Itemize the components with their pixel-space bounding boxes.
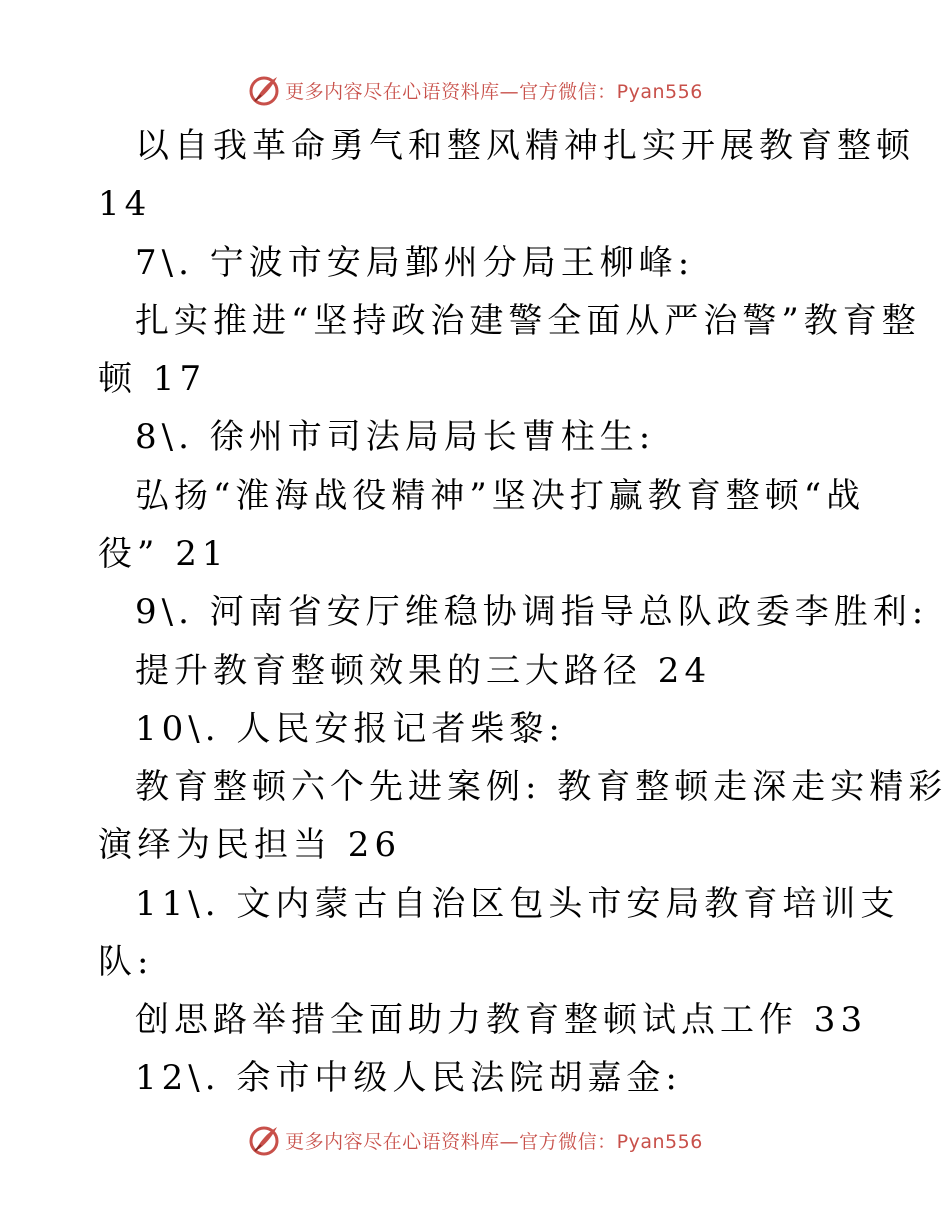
footer-banner-text: 更多内容尽在心语资料库—官方微信：Pyan556 [285, 1130, 703, 1153]
toc-page-number: 14 [98, 184, 152, 224]
toc-line: 7\. 宁波市安局鄞州分局王柳峰: [135, 243, 695, 283]
toc-line: 役” 21 [98, 534, 229, 574]
toc-line: 顿 17 [98, 359, 207, 399]
toc-line: 创思路举措全面助力教育整顿试点工作 33 [135, 1000, 868, 1040]
header-banner-text: 更多内容尽在心语资料库—官方微信：Pyan556 [285, 80, 703, 103]
toc-line: 教育整顿六个先进案例: 教育整顿走深走实精彩 [135, 767, 948, 807]
toc-line: 弘扬“淮海战役精神”坚决打赢教育整顿“战 [135, 476, 866, 516]
toc-line: 以自我革命勇气和整风精神扎实开展教育整顿 [135, 126, 915, 166]
toc-line: 提升教育整顿效果的三大路径 24 [135, 651, 712, 691]
toc-line: 扎实推进“坚持政治建警全面从严治警”教育整 [135, 301, 921, 341]
header-banner [0, 70, 950, 110]
toc-line: 队: [98, 942, 154, 982]
toc-line: 11\. 文内蒙古自治区包头市安局教育培训支 [135, 884, 900, 924]
toc-line: 8\. 徐州市司法局局长曹柱生: [135, 417, 656, 457]
toc-line: 12\. 余市中级人民法院胡嘉金: [135, 1058, 682, 1098]
feather-quill-logo-icon [247, 1123, 281, 1157]
toc-line: 演绎为民担当 26 [98, 825, 402, 865]
toc-line: 10\. 人民安报记者柴黎: [135, 709, 565, 749]
feather-quill-logo-icon [247, 73, 281, 107]
footer-banner [0, 1120, 950, 1160]
toc-line: 9\. 河南省安厅维稳协调指导总队政委李胜利: [135, 592, 929, 632]
